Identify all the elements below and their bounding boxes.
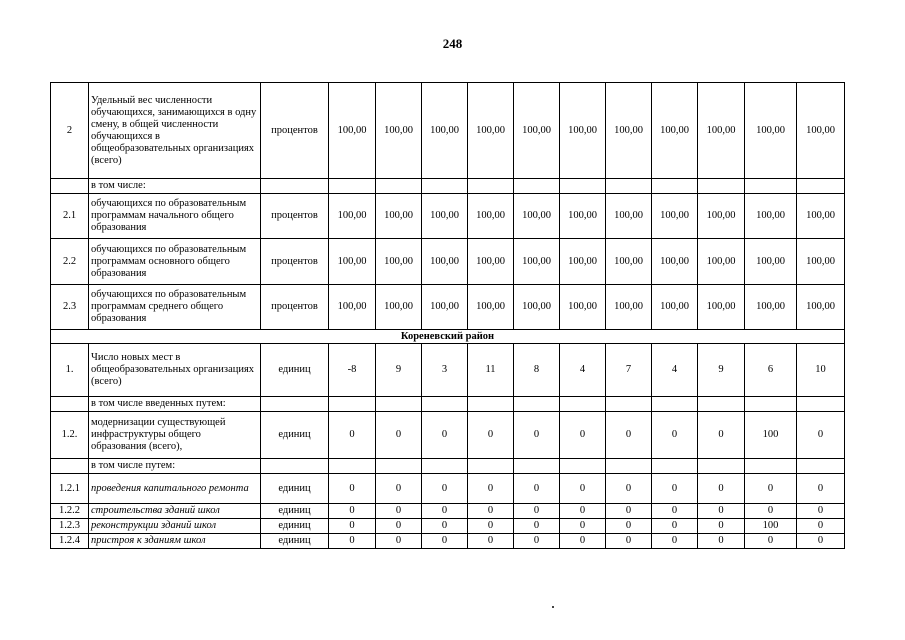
empty-cell bbox=[468, 397, 514, 412]
value-cell: 0 bbox=[560, 534, 606, 549]
table-row bbox=[51, 239, 845, 285]
value-cell: 100,00 bbox=[376, 194, 422, 239]
empty-cell bbox=[514, 459, 560, 474]
empty-cell bbox=[329, 459, 376, 474]
value-cell: 0 bbox=[652, 504, 698, 519]
table-row bbox=[51, 459, 845, 474]
empty-cell bbox=[745, 397, 797, 412]
value-cell: 0 bbox=[468, 519, 514, 534]
value-cell: 100,00 bbox=[797, 83, 845, 179]
value-cell: 8 bbox=[514, 344, 560, 397]
row-number: 1.2. bbox=[51, 412, 89, 459]
value-cell: 100,00 bbox=[376, 285, 422, 330]
empty-cell bbox=[329, 397, 376, 412]
value-cell: 100,00 bbox=[606, 285, 652, 330]
empty-cell bbox=[422, 179, 468, 194]
row-number: 1.2.1 bbox=[51, 474, 89, 504]
empty-cell bbox=[652, 179, 698, 194]
value-cell: 100,00 bbox=[652, 83, 698, 179]
value-cell: 100 bbox=[745, 412, 797, 459]
value-cell: 0 bbox=[468, 504, 514, 519]
table-row bbox=[51, 519, 845, 534]
value-cell: 0 bbox=[422, 504, 468, 519]
value-cell: 100,00 bbox=[376, 83, 422, 179]
value-cell: 0 bbox=[422, 412, 468, 459]
value-cell: 0 bbox=[422, 534, 468, 549]
value-cell: 100,00 bbox=[652, 194, 698, 239]
row-description: обучающихся по образовательным программам основного общего образования bbox=[89, 239, 261, 285]
value-cell: 0 bbox=[797, 412, 845, 459]
row-description: строительства зданий школ bbox=[89, 504, 261, 519]
table-row bbox=[51, 344, 845, 397]
value-cell: 100,00 bbox=[468, 83, 514, 179]
value-cell: 0 bbox=[698, 412, 745, 459]
row-number: 1.2.2 bbox=[51, 504, 89, 519]
value-cell: 0 bbox=[560, 504, 606, 519]
value-cell: 0 bbox=[422, 519, 468, 534]
row-description: Число новых мест в общеобразовательных организациях (всего) bbox=[89, 344, 261, 397]
empty-cell bbox=[745, 179, 797, 194]
empty-cell bbox=[468, 179, 514, 194]
table-row bbox=[51, 534, 845, 549]
value-cell: 100,00 bbox=[698, 194, 745, 239]
value-cell: 100,00 bbox=[422, 194, 468, 239]
row-unit: единиц bbox=[261, 504, 329, 519]
table-row bbox=[51, 504, 845, 519]
table-row bbox=[51, 397, 845, 412]
empty-cell bbox=[560, 459, 606, 474]
empty-cell bbox=[422, 459, 468, 474]
value-cell: 100,00 bbox=[797, 285, 845, 330]
value-cell: 0 bbox=[514, 504, 560, 519]
value-cell: 100,00 bbox=[468, 285, 514, 330]
table-row bbox=[51, 179, 845, 194]
row-unit: процентов bbox=[261, 83, 329, 179]
empty-cell bbox=[468, 459, 514, 474]
row-unit: процентов bbox=[261, 239, 329, 285]
section-title: Кореневский район bbox=[51, 330, 845, 344]
value-cell: 100,00 bbox=[698, 83, 745, 179]
row-number: 2 bbox=[51, 83, 89, 179]
value-cell: 0 bbox=[652, 534, 698, 549]
value-cell: 100 bbox=[745, 519, 797, 534]
value-cell: 100,00 bbox=[468, 239, 514, 285]
empty-cell bbox=[560, 397, 606, 412]
value-cell: 0 bbox=[376, 412, 422, 459]
value-cell: 0 bbox=[376, 504, 422, 519]
row-description: модернизации существующей инфраструктуры общего образования (всего), bbox=[89, 412, 261, 459]
row-description: в том числе введенных путем: bbox=[89, 397, 261, 412]
value-cell: 0 bbox=[514, 519, 560, 534]
scan-speck bbox=[552, 606, 554, 608]
row-number: 1.2.4 bbox=[51, 534, 89, 549]
empty-cell bbox=[698, 459, 745, 474]
value-cell: 100,00 bbox=[329, 285, 376, 330]
row-number: 2.3 bbox=[51, 285, 89, 330]
empty-cell bbox=[261, 179, 329, 194]
value-cell: 100,00 bbox=[514, 194, 560, 239]
value-cell: 100,00 bbox=[698, 285, 745, 330]
empty-cell bbox=[376, 397, 422, 412]
row-number bbox=[51, 459, 89, 474]
row-description: в том числе: bbox=[89, 179, 261, 194]
row-unit: единиц bbox=[261, 474, 329, 504]
value-cell: 100,00 bbox=[606, 194, 652, 239]
value-cell: 0 bbox=[745, 474, 797, 504]
row-unit: единиц bbox=[261, 412, 329, 459]
empty-cell bbox=[606, 459, 652, 474]
value-cell: 100,00 bbox=[514, 239, 560, 285]
value-cell: 0 bbox=[329, 474, 376, 504]
empty-cell bbox=[422, 397, 468, 412]
row-description: обучающихся по образовательным программам начального общего образования bbox=[89, 194, 261, 239]
row-description: пристроя к зданиям школ bbox=[89, 534, 261, 549]
value-cell: 100,00 bbox=[745, 285, 797, 330]
value-cell: 0 bbox=[329, 519, 376, 534]
value-cell: 100,00 bbox=[329, 239, 376, 285]
empty-cell bbox=[376, 179, 422, 194]
table-row bbox=[51, 83, 845, 179]
table-row bbox=[51, 285, 845, 330]
value-cell: 6 bbox=[745, 344, 797, 397]
value-cell: 100,00 bbox=[797, 194, 845, 239]
value-cell: 100,00 bbox=[606, 83, 652, 179]
value-cell: 4 bbox=[560, 344, 606, 397]
value-cell: 100,00 bbox=[329, 194, 376, 239]
empty-cell bbox=[797, 459, 845, 474]
value-cell: 3 bbox=[422, 344, 468, 397]
value-cell: 100,00 bbox=[422, 239, 468, 285]
value-cell: 0 bbox=[797, 474, 845, 504]
value-cell: 100,00 bbox=[514, 285, 560, 330]
empty-cell bbox=[797, 397, 845, 412]
value-cell: 100,00 bbox=[745, 83, 797, 179]
value-cell: 0 bbox=[606, 534, 652, 549]
value-cell: 0 bbox=[652, 412, 698, 459]
row-unit: процентов bbox=[261, 194, 329, 239]
value-cell: 0 bbox=[560, 474, 606, 504]
value-cell: 0 bbox=[606, 412, 652, 459]
value-cell: 100,00 bbox=[329, 83, 376, 179]
empty-cell bbox=[261, 397, 329, 412]
table-row bbox=[51, 412, 845, 459]
value-cell: 0 bbox=[422, 474, 468, 504]
row-description: реконструкции зданий школ bbox=[89, 519, 261, 534]
value-cell: 0 bbox=[698, 519, 745, 534]
value-cell: 100,00 bbox=[560, 194, 606, 239]
value-cell: 100,00 bbox=[797, 239, 845, 285]
value-cell: 100,00 bbox=[468, 194, 514, 239]
value-cell: 0 bbox=[698, 504, 745, 519]
value-cell: 7 bbox=[606, 344, 652, 397]
value-cell: -8 bbox=[329, 344, 376, 397]
row-unit: процентов bbox=[261, 285, 329, 330]
value-cell: 100,00 bbox=[376, 239, 422, 285]
empty-cell bbox=[652, 459, 698, 474]
value-cell: 0 bbox=[514, 412, 560, 459]
empty-cell bbox=[376, 459, 422, 474]
row-number: 2.1 bbox=[51, 194, 89, 239]
empty-cell bbox=[797, 179, 845, 194]
value-cell: 100,00 bbox=[422, 285, 468, 330]
value-cell: 0 bbox=[698, 534, 745, 549]
value-cell: 0 bbox=[698, 474, 745, 504]
row-unit: единиц bbox=[261, 344, 329, 397]
value-cell: 0 bbox=[652, 519, 698, 534]
value-cell: 0 bbox=[797, 519, 845, 534]
value-cell: 0 bbox=[468, 534, 514, 549]
value-cell: 0 bbox=[606, 519, 652, 534]
value-cell: 0 bbox=[797, 504, 845, 519]
value-cell: 0 bbox=[745, 504, 797, 519]
value-cell: 100,00 bbox=[606, 239, 652, 285]
value-cell: 100,00 bbox=[745, 239, 797, 285]
empty-cell bbox=[745, 459, 797, 474]
value-cell: 4 bbox=[652, 344, 698, 397]
empty-cell bbox=[329, 179, 376, 194]
value-cell: 0 bbox=[376, 519, 422, 534]
row-number: 2.2 bbox=[51, 239, 89, 285]
value-cell: 0 bbox=[797, 534, 845, 549]
empty-cell bbox=[514, 179, 560, 194]
value-cell: 0 bbox=[329, 412, 376, 459]
value-cell: 0 bbox=[514, 534, 560, 549]
value-cell: 100,00 bbox=[652, 239, 698, 285]
row-description: проведения капитального ремонта bbox=[89, 474, 261, 504]
row-description: в том числе путем: bbox=[89, 459, 261, 474]
value-cell: 100,00 bbox=[422, 83, 468, 179]
value-cell: 0 bbox=[606, 474, 652, 504]
value-cell: 100,00 bbox=[560, 285, 606, 330]
row-number bbox=[51, 397, 89, 412]
page-number: 248 bbox=[442, 36, 463, 51]
value-cell: 0 bbox=[329, 534, 376, 549]
empty-cell bbox=[606, 179, 652, 194]
row-description: обучающихся по образовательным программам среднего общего образования bbox=[89, 285, 261, 330]
empty-cell bbox=[698, 397, 745, 412]
value-cell: 0 bbox=[652, 474, 698, 504]
value-cell: 100,00 bbox=[514, 83, 560, 179]
empty-cell bbox=[652, 397, 698, 412]
empty-cell bbox=[514, 397, 560, 412]
value-cell: 100,00 bbox=[560, 83, 606, 179]
row-number bbox=[51, 179, 89, 194]
indicator-table bbox=[50, 82, 845, 549]
value-cell: 10 bbox=[797, 344, 845, 397]
empty-cell bbox=[698, 179, 745, 194]
value-cell: 0 bbox=[329, 504, 376, 519]
row-unit: единиц bbox=[261, 519, 329, 534]
section-row bbox=[51, 330, 845, 344]
value-cell: 9 bbox=[698, 344, 745, 397]
value-cell: 11 bbox=[468, 344, 514, 397]
table-row bbox=[51, 194, 845, 239]
table-row bbox=[51, 474, 845, 504]
empty-cell bbox=[560, 179, 606, 194]
row-unit: единиц bbox=[261, 534, 329, 549]
value-cell: 100,00 bbox=[652, 285, 698, 330]
value-cell: 0 bbox=[468, 412, 514, 459]
value-cell: 0 bbox=[376, 474, 422, 504]
value-cell: 0 bbox=[514, 474, 560, 504]
row-number: 1. bbox=[51, 344, 89, 397]
value-cell: 100,00 bbox=[698, 239, 745, 285]
empty-cell bbox=[261, 459, 329, 474]
value-cell: 0 bbox=[376, 534, 422, 549]
value-cell: 0 bbox=[560, 519, 606, 534]
value-cell: 0 bbox=[560, 412, 606, 459]
value-cell: 0 bbox=[745, 534, 797, 549]
value-cell: 100,00 bbox=[745, 194, 797, 239]
value-cell: 9 bbox=[376, 344, 422, 397]
row-description: Удельный вес численности обучающихся, занимающихся в одну смену, в общей численности обучающихся в общеобразовательных организациях (всего) bbox=[89, 83, 261, 179]
row-number: 1.2.3 bbox=[51, 519, 89, 534]
value-cell: 0 bbox=[468, 474, 514, 504]
empty-cell bbox=[606, 397, 652, 412]
value-cell: 100,00 bbox=[560, 239, 606, 285]
value-cell: 0 bbox=[606, 504, 652, 519]
